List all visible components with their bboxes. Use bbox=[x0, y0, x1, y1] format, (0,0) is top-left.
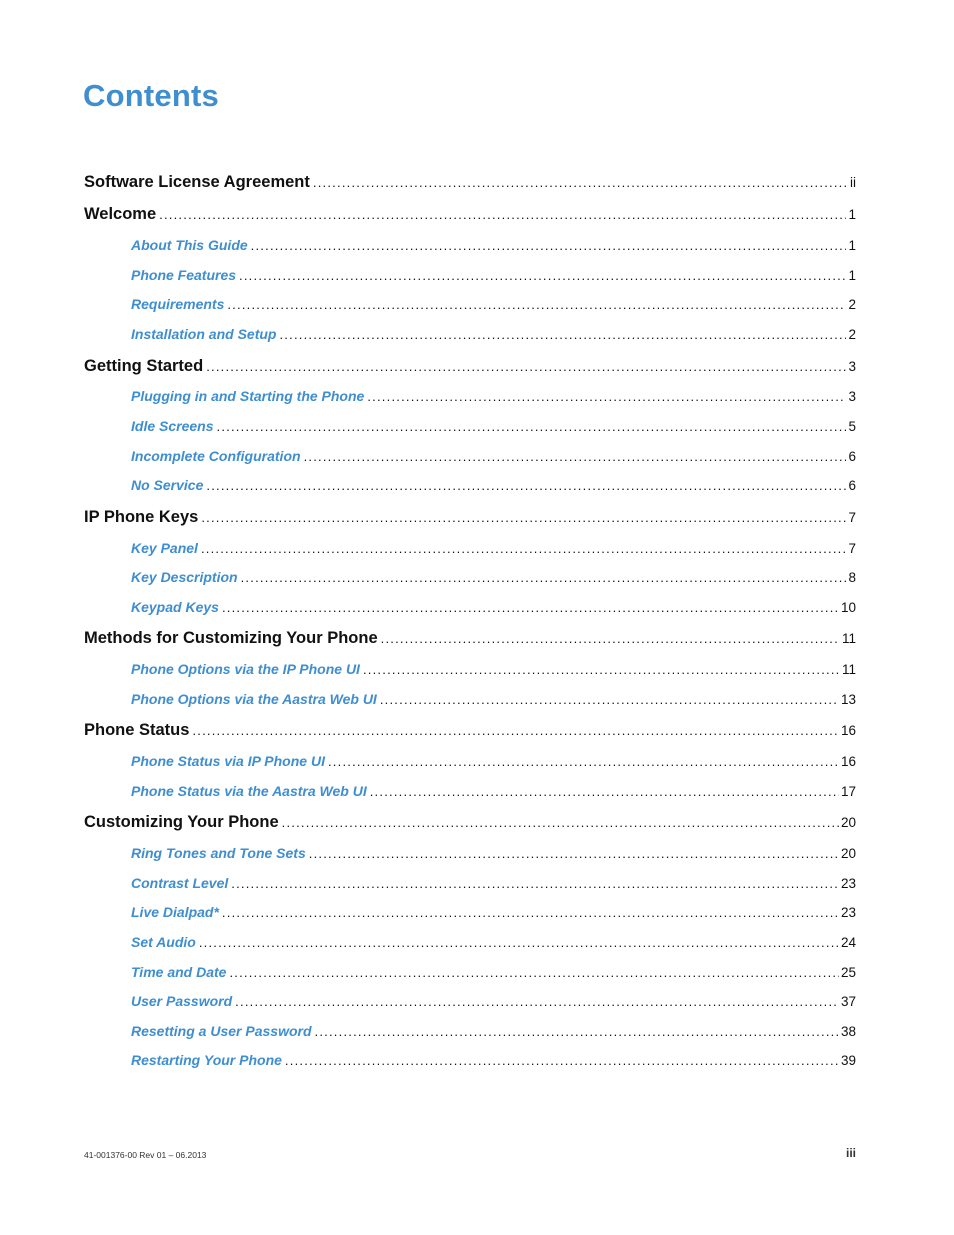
toc-entry-page: 5 bbox=[848, 419, 856, 434]
toc-entry-label: Software License Agreement bbox=[84, 173, 310, 191]
toc-dot-leader bbox=[279, 327, 846, 342]
toc-entry-label: Phone Options via the IP Phone UI bbox=[131, 661, 360, 677]
toc-entry-page: 7 bbox=[848, 541, 856, 556]
toc-entry-label: Ring Tones and Tone Sets bbox=[131, 845, 306, 861]
page-title: Contents bbox=[83, 78, 219, 113]
toc-entry-label: User Password bbox=[131, 993, 233, 1009]
toc-entry-page: 38 bbox=[840, 1024, 856, 1039]
toc-entry-label: Live Dialpad* bbox=[131, 904, 219, 920]
toc-entry[interactable] bbox=[84, 357, 856, 376]
toc-entry-label: Incomplete Configuration bbox=[131, 448, 301, 464]
toc-entry-label: Getting Started bbox=[84, 357, 204, 375]
toc-entry[interactable] bbox=[84, 1052, 856, 1068]
toc-dot-leader bbox=[370, 784, 839, 799]
toc-entry-label: Methods for Customizing Your Phone bbox=[84, 629, 378, 647]
toc-entry-page: 1 bbox=[848, 238, 856, 253]
toc-entry-label: Keypad Keys bbox=[131, 599, 219, 615]
toc-entry-page: 2 bbox=[848, 327, 856, 342]
toc-entry-page: 23 bbox=[840, 876, 856, 891]
toc-dot-leader bbox=[251, 238, 847, 253]
toc-entry[interactable] bbox=[84, 904, 856, 920]
toc-dot-leader bbox=[222, 600, 839, 615]
toc-entry[interactable] bbox=[84, 477, 856, 493]
toc-entry-label: Requirements bbox=[131, 296, 225, 312]
toc-entry-label: Restarting Your Phone bbox=[131, 1052, 282, 1068]
toc-entry[interactable] bbox=[84, 721, 856, 740]
toc-entry-page: 11 bbox=[841, 631, 856, 646]
toc-entry-page: 16 bbox=[840, 754, 856, 769]
toc-entry[interactable] bbox=[84, 267, 856, 283]
toc-entry[interactable] bbox=[84, 296, 856, 312]
toc-dot-leader bbox=[206, 359, 846, 374]
toc-entry-page: 3 bbox=[848, 389, 856, 404]
toc-entry[interactable] bbox=[84, 388, 856, 404]
toc-entry-page: 20 bbox=[840, 815, 856, 830]
toc-entry-page: 1 bbox=[848, 268, 856, 283]
toc-entry[interactable] bbox=[84, 934, 856, 950]
toc-entry[interactable] bbox=[84, 540, 856, 556]
toc-entry-page: 16 bbox=[840, 723, 856, 738]
toc-entry[interactable] bbox=[84, 845, 856, 861]
toc-entry[interactable] bbox=[84, 813, 856, 832]
toc-dot-leader bbox=[381, 631, 840, 646]
toc-entry[interactable] bbox=[84, 569, 856, 585]
toc-entry[interactable] bbox=[84, 964, 856, 980]
toc-entry-page: ii bbox=[850, 175, 856, 190]
toc-dot-leader bbox=[192, 723, 839, 738]
toc-dot-leader bbox=[309, 846, 839, 861]
toc-entry-label: Contrast Level bbox=[131, 875, 229, 891]
toc-entry-label: Key Panel bbox=[131, 540, 198, 556]
toc-entry-label: Phone Options via the Aastra Web UI bbox=[131, 691, 377, 707]
toc-entry-page: 13 bbox=[840, 692, 856, 707]
toc-entry-page: 3 bbox=[848, 359, 856, 374]
toc-entry-label: No Service bbox=[131, 477, 204, 493]
toc-dot-leader bbox=[380, 692, 839, 707]
toc-entry-label: Installation and Setup bbox=[131, 326, 277, 342]
toc-entry-page: 6 bbox=[848, 449, 856, 464]
toc-entry-page: 7 bbox=[848, 510, 856, 525]
toc-entry[interactable] bbox=[84, 753, 856, 769]
toc-dot-leader bbox=[206, 478, 846, 493]
toc-entry-label: Welcome bbox=[84, 205, 157, 223]
toc-entry-label: IP Phone Keys bbox=[84, 508, 199, 526]
toc-dot-leader bbox=[328, 754, 839, 769]
toc-entry[interactable] bbox=[84, 691, 856, 707]
toc-dot-leader bbox=[285, 1053, 839, 1068]
toc-entry-label: Key Description bbox=[131, 569, 238, 585]
toc-entry-label: Set Audio bbox=[131, 934, 196, 950]
toc-dot-leader bbox=[239, 268, 846, 283]
toc-entry-page: 8 bbox=[848, 570, 856, 585]
toc-dot-leader bbox=[313, 175, 848, 190]
toc-entry-page: 39 bbox=[840, 1053, 856, 1068]
toc-entry-page: 25 bbox=[840, 965, 856, 980]
toc-entry-page: 17 bbox=[840, 784, 856, 799]
toc-entry[interactable] bbox=[84, 629, 856, 648]
toc-entry-page: 20 bbox=[840, 846, 856, 861]
toc-dot-leader bbox=[222, 905, 839, 920]
toc-entry[interactable] bbox=[84, 173, 856, 192]
toc-dot-leader bbox=[199, 935, 839, 950]
toc-dot-leader bbox=[282, 815, 839, 830]
toc-entry[interactable] bbox=[84, 508, 856, 527]
toc-dot-leader bbox=[315, 1024, 839, 1039]
toc-entry-label: Customizing Your Phone bbox=[84, 813, 279, 831]
toc-entry-page: 23 bbox=[840, 905, 856, 920]
toc-entry-page: 6 bbox=[848, 478, 856, 493]
toc-dot-leader bbox=[201, 510, 846, 525]
toc-entry[interactable] bbox=[84, 993, 856, 1009]
toc-entry[interactable] bbox=[84, 237, 856, 253]
footer-page-number: iii bbox=[845, 1146, 856, 1160]
toc-dot-leader bbox=[201, 541, 847, 556]
toc-dot-leader bbox=[227, 297, 846, 312]
toc-entry-label: Plugging in and Starting the Phone bbox=[131, 388, 365, 404]
toc-dot-leader bbox=[367, 389, 846, 404]
toc-entry-page: 37 bbox=[840, 994, 856, 1009]
toc-entry-label: Time and Date bbox=[131, 964, 227, 980]
toc-entry[interactable] bbox=[84, 205, 856, 224]
toc-entry-label: About This Guide bbox=[131, 237, 248, 253]
toc-dot-leader bbox=[241, 570, 847, 585]
toc-dot-leader bbox=[217, 419, 847, 434]
toc-entry-label: Resetting a User Password bbox=[131, 1023, 312, 1039]
toc-dot-leader bbox=[231, 876, 839, 891]
toc-entry-label: Idle Screens bbox=[131, 418, 214, 434]
toc-entry-label: Phone Features bbox=[131, 267, 237, 283]
toc-entry-label: Phone Status bbox=[84, 721, 190, 739]
toc-entry[interactable] bbox=[84, 783, 856, 799]
toc-entry[interactable] bbox=[84, 418, 856, 434]
toc-entry-page: 24 bbox=[840, 935, 856, 950]
toc-entry-label: Phone Status via the Aastra Web UI bbox=[131, 783, 367, 799]
toc-dot-leader bbox=[235, 994, 839, 1009]
toc-entry[interactable] bbox=[84, 448, 856, 464]
toc-entry[interactable] bbox=[84, 326, 856, 342]
footer-document-id: 41-001376-00 Rev 01 – 06.2013 bbox=[84, 1150, 207, 1160]
toc-entry-page: 10 bbox=[840, 600, 856, 615]
toc-dot-leader bbox=[229, 965, 839, 980]
toc-dot-leader bbox=[159, 207, 846, 222]
toc-dot-leader bbox=[363, 662, 840, 677]
toc-entry-page: 11 bbox=[841, 662, 856, 677]
toc-entry[interactable] bbox=[84, 1023, 856, 1039]
toc-entry[interactable] bbox=[84, 661, 856, 677]
toc-entry-label: Phone Status via IP Phone UI bbox=[131, 753, 325, 769]
toc-entry-page: 1 bbox=[848, 207, 856, 222]
toc-dot-leader bbox=[304, 449, 847, 464]
toc-entry-page: 2 bbox=[848, 297, 856, 312]
toc-entry[interactable] bbox=[84, 875, 856, 891]
toc-entry[interactable] bbox=[84, 599, 856, 615]
